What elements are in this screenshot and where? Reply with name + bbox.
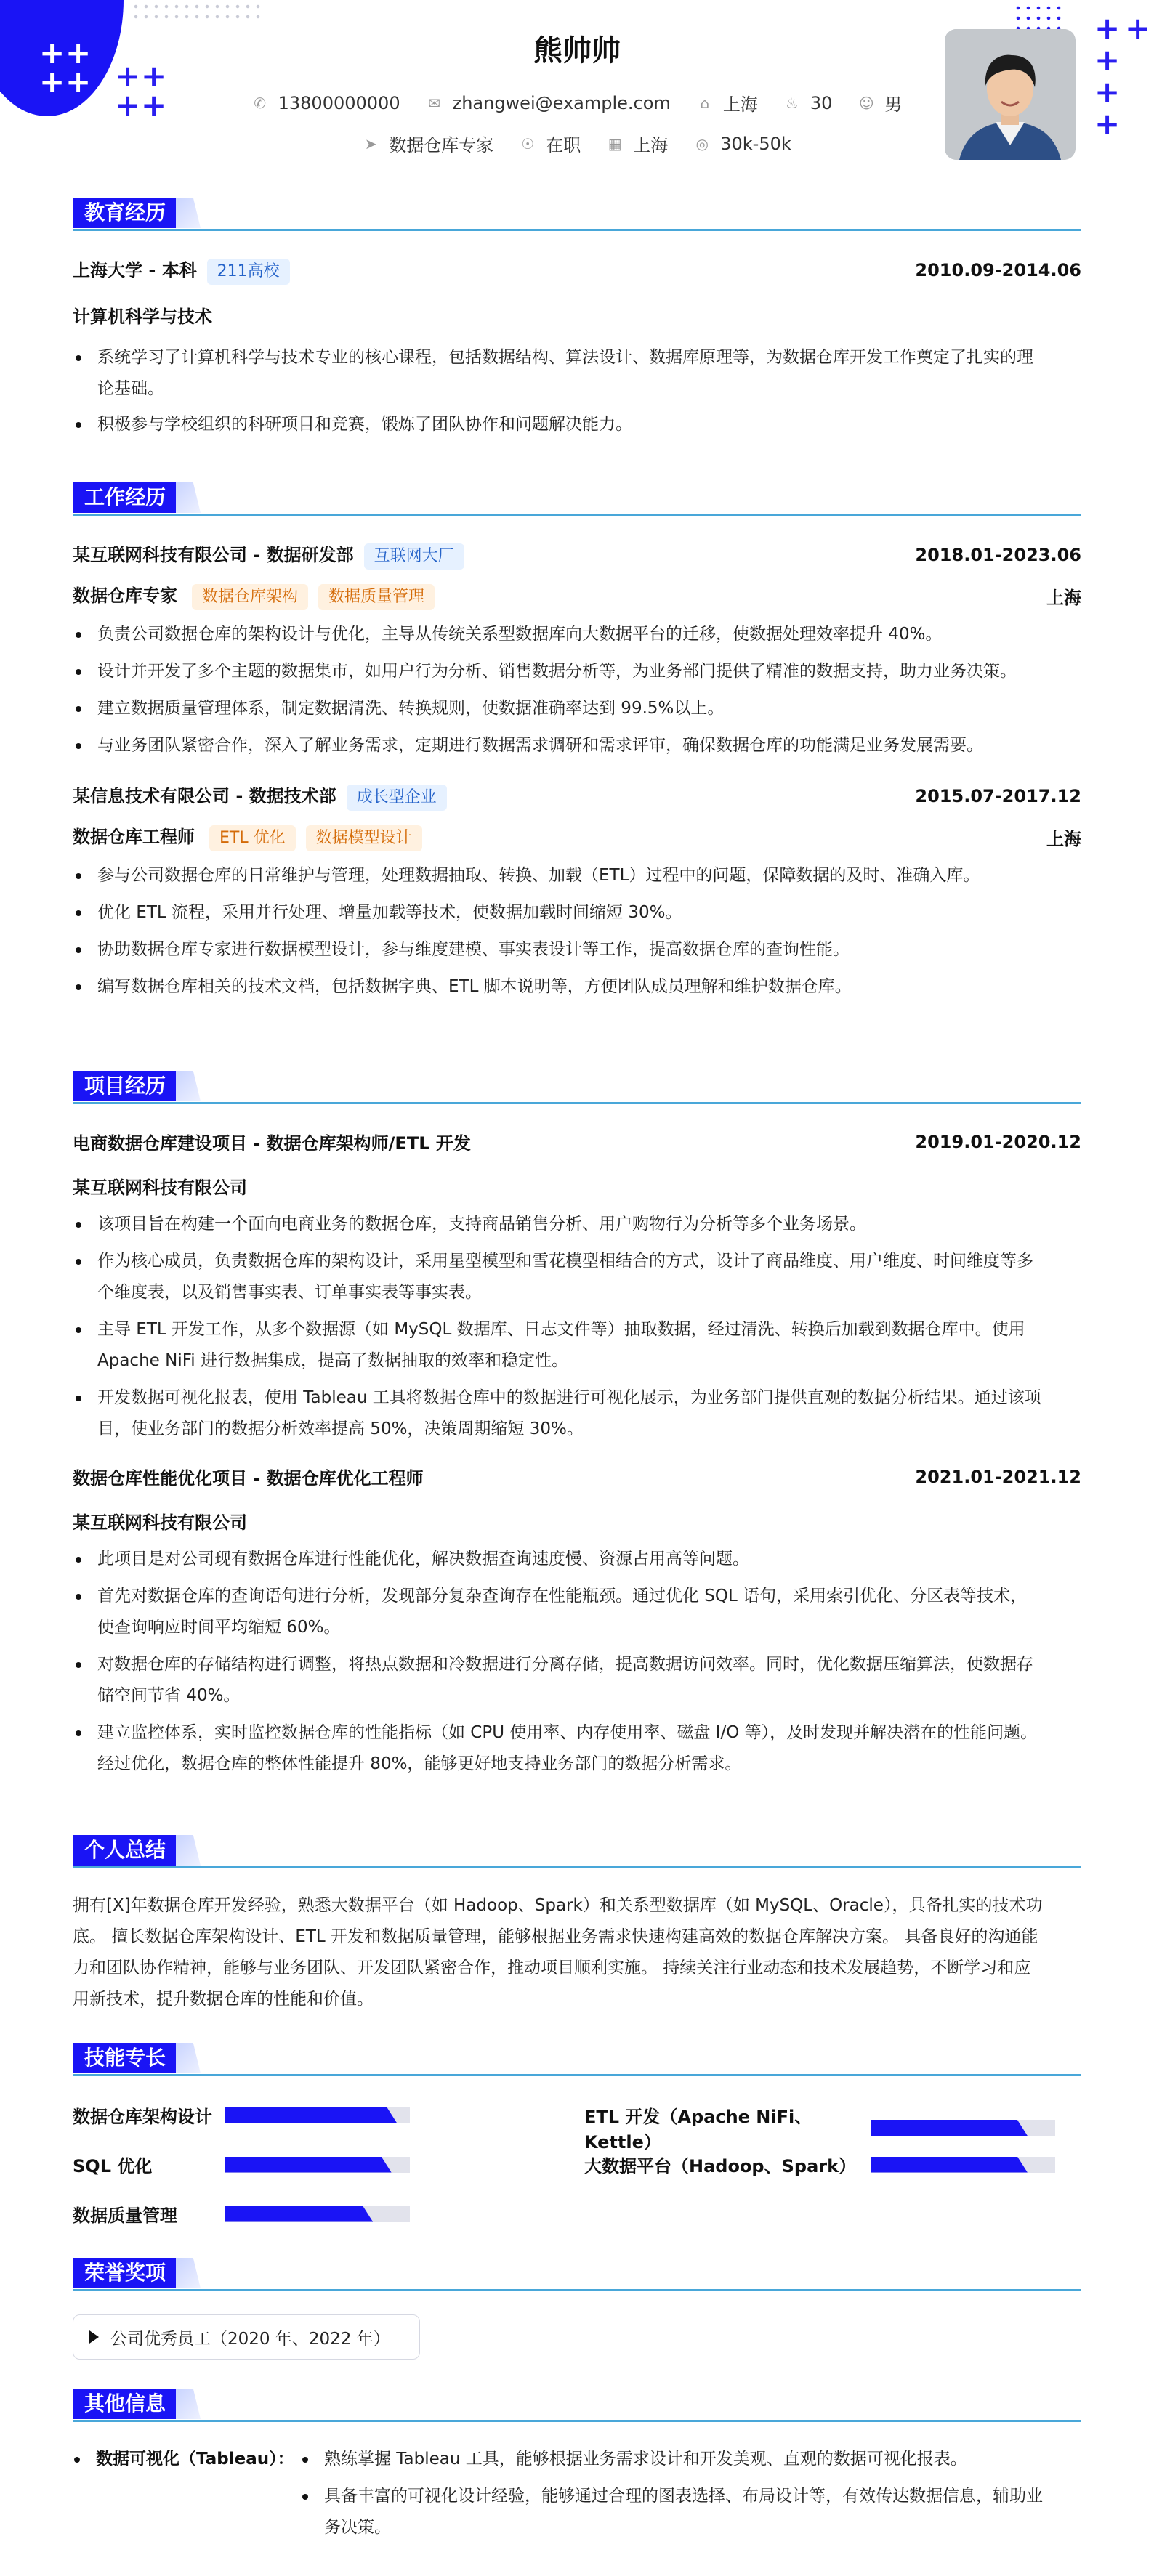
target-job-text: 数据仓库专家 [389, 135, 494, 155]
company-tag: 成长型企业 [347, 785, 447, 811]
decor-plus: + [115, 58, 141, 94]
list-item: 编写数据仓库相关的技术文档，包括数据字典、ETL 脚本说明等，方便团队成员理解和维护数据仓库。 [73, 971, 1081, 1003]
target-city-text: 上海 [633, 135, 669, 155]
list-item: 设计并开发了多个主题的数据集市，如用户行为分析、销售数据分析等，为业务部门提供了精准的数据支持，助力业务决策。 [73, 656, 1081, 687]
project-date: 2021.01-2021.12 [915, 1466, 1081, 1487]
email-text: zhangwei@example.com [452, 92, 671, 113]
city-text: 上海 [722, 94, 758, 115]
work-entry-header [73, 540, 1081, 570]
summary-title: 个人总结 [73, 1835, 183, 1866]
skill-name: ETL 开发（Apache NiFi、Kettle） [584, 2107, 812, 2152]
project-bullets [73, 1209, 1081, 1445]
decor-plus: + [1094, 74, 1121, 110]
other-bullets [299, 2444, 1081, 2543]
decor-plus: + [1094, 42, 1121, 78]
list-item: 熟练掌握 Tableau 工具，能够根据业务需求设计和开发美观、直观的数据可视化报表。 [299, 2444, 1081, 2475]
section-divider [73, 514, 1081, 516]
work-location: 上海 [1046, 587, 1081, 608]
awards-header [73, 2258, 1081, 2291]
skill-item [73, 2201, 410, 2227]
work-role-row [73, 822, 1081, 851]
status-icon: ☉ [521, 134, 535, 153]
section-divider [73, 2289, 1081, 2291]
section-divider [73, 2074, 1081, 2076]
skills-title: 技能专长 [73, 2043, 183, 2073]
award-item[interactable] [73, 2314, 420, 2360]
salary-icon: ◎ [695, 134, 709, 153]
job-title: 数据仓库专家 [73, 586, 177, 606]
education-section [73, 198, 1081, 440]
city-item [697, 90, 758, 116]
section-title-tail [176, 1071, 201, 1101]
major-name: 计算机科学与技术 [73, 307, 212, 327]
list-item: 优化 ETL 流程，采用并行处理、增量加载等技术，使数据加载时间缩短 30%。 [73, 897, 1081, 928]
school-name: 上海大学 - 本科 [73, 260, 197, 280]
section-title-tail [176, 198, 201, 228]
send-icon: ➤ [364, 134, 377, 153]
skill-bar-fill [225, 2157, 392, 2173]
work-date: 2018.01-2023.06 [915, 545, 1081, 565]
decor-dots [131, 1, 262, 22]
project-entry-header [73, 1129, 1081, 1154]
gender-text: 男 [884, 94, 903, 115]
status-text: 在职 [546, 135, 581, 155]
summary-text: 拥有[X]年数据仓库开发经验，熟悉大数据平台（如 Hadoop、Spark）和关系型数据库（如 MySQL、Oracle），具备扎实的技术功 底。 擅长数据仓库架构设计、ETL 开发和数据质量管理，能够根据业务需求快速构建高效的数据仓库解决方案。 具备良好的沟通能 力和团队协作精神，能够与业务团队、开发团队紧密合作，推动项目顺利实施。 持续关注行业动态和技术发展趋势，不断学习和应 用新技术，提升数据仓库的性能和价值。 [73, 1896, 1043, 2009]
target-job-item [363, 131, 493, 156]
list-item: 负责公司数据仓库的架构设计与优化，主导从传统关系型数据库向大数据平台的迁移，使数据处理效率提升 40%。 [73, 619, 1081, 650]
work-location: 上海 [1046, 828, 1081, 849]
skill-bar [871, 2120, 1055, 2136]
decor-plus: + [1125, 10, 1151, 46]
home-icon: ⌂ [700, 94, 710, 112]
work-bullets [73, 619, 1081, 761]
gender-icon: ☺ [858, 94, 874, 112]
work-role-row [73, 581, 1081, 610]
projects-section [73, 1071, 1081, 1780]
other-item [73, 2444, 1081, 2543]
decor-plus: + [39, 64, 65, 100]
list-item: 作为核心成员，负责数据仓库的架构设计，采用星型模型和雪花模型相结合的方式，设计了商品维度、用户维度、时间维度等多 个维度表，以及销售事实表、订单事实表等事实表。 [73, 1246, 1081, 1308]
section-divider [73, 1102, 1081, 1104]
list-item: 积极参与学校组织的科研项目和竞赛，锻炼了团队协作和问题解决能力。 [73, 409, 1081, 440]
work-section [73, 482, 1081, 1003]
decor-plus: + [1094, 10, 1121, 46]
work-bullets [73, 860, 1081, 1003]
mail-icon: ✉ [428, 94, 440, 112]
section-title-tail [176, 482, 201, 513]
other-label: 数据可视化（Tableau）： [73, 2444, 294, 2475]
list-item: 对数据仓库的存储结构进行调整，将热点数据和冷数据进行分离存储，提高数据访问效率。同时，优化数据压缩算法，使数据存 储空间节省 40%。 [73, 1649, 1081, 1712]
skill-name: SQL 优化 [73, 2156, 153, 2176]
list-item: 系统学习了计算机科学与技术专业的核心课程，包括数据结构、算法设计、数据库原理等，为数据仓库开发工作奠定了扎实的理 论基础。 [73, 342, 1081, 405]
phone-icon: ✆ [254, 94, 266, 112]
list-item: 建立数据质量管理体系，制定数据清洗、转换规则，使数据准确率达到 99.5%以上。 [73, 693, 1081, 724]
skill-bar-fill [225, 2206, 373, 2222]
list-item: 此项目是对公司现有数据仓库进行性能优化，解决数据查询速度慢、资源占用高等问题。 [73, 1544, 1081, 1575]
skills-section [73, 2043, 1081, 2275]
awards-section [73, 2258, 1081, 2360]
gender-item [858, 90, 902, 116]
summary-header [73, 1835, 1081, 1868]
skill-item [584, 2102, 1055, 2153]
skill-bar [225, 2206, 410, 2222]
other-header [73, 2389, 1081, 2422]
decor-plus: + [39, 35, 65, 70]
awards-title: 荣誉奖项 [73, 2258, 183, 2288]
skill-tag: 数据质量管理 [318, 584, 435, 610]
email-item [427, 93, 671, 113]
work-title: 工作经历 [73, 482, 183, 513]
age-text: 30 [810, 92, 833, 113]
education-header [73, 198, 1081, 231]
company-name: 某互联网科技有限公司 - 数据研发部 [73, 545, 354, 565]
other-title: 其他信息 [73, 2389, 183, 2419]
skill-tag: 数据模型设计 [306, 825, 422, 851]
decor-plus: + [141, 87, 167, 123]
project-date: 2019.01-2020.12 [915, 1131, 1081, 1152]
list-item: 首先对数据仓库的查询语句进行分析，发现部分复杂查询存在性能瓶颈。通过优化 SQL 语句，采用索引优化、分区表等技术， 使查询响应时间平均缩短 60%。 [73, 1581, 1081, 1643]
project-company: 某互联网科技有限公司 [73, 1512, 247, 1533]
section-divider [73, 2420, 1081, 2422]
projects-title: 项目经历 [73, 1071, 183, 1101]
section-divider [73, 229, 1081, 231]
section-divider [73, 1866, 1081, 1868]
decor-plus: + [1094, 106, 1121, 142]
project-company: 某互联网科技有限公司 [73, 1178, 247, 1198]
list-item: 协助数据仓库专家进行数据模型设计，参与维度建模、事实表设计等工作，提高数据仓库的查询性能。 [73, 934, 1081, 965]
project-name: 数据仓库性能优化项目 - 数据仓库优化工程师 [73, 1468, 424, 1489]
skill-tag: ETL 优化 [209, 825, 296, 851]
projects-header [73, 1071, 1081, 1104]
project-bullets [73, 1544, 1081, 1780]
avatar [945, 29, 1076, 160]
job-title: 数据仓库工程师 [73, 827, 195, 847]
phone-text: 13800000000 [278, 92, 400, 113]
list-item: 参与公司数据仓库的日常维护与管理，处理数据抽取、转换、加载（ETL）过程中的问题，保障数据的及时、准确入库。 [73, 860, 1081, 891]
section-title-tail [176, 2043, 201, 2073]
status-item [520, 131, 581, 156]
building-icon: ▦ [608, 134, 622, 153]
section-title-tail [176, 1835, 201, 1866]
section-title-tail [176, 2258, 201, 2288]
company-tag: 互联网大厂 [364, 543, 464, 570]
decor-plus: + [115, 87, 141, 123]
project-name: 电商数据仓库建设项目 - 数据仓库架构师/ETL 开发 [73, 1133, 471, 1154]
section-title-tail [176, 2389, 201, 2419]
other-section [73, 2389, 1081, 2543]
skill-bar [871, 2157, 1055, 2173]
list-item: 该项目旨在构建一个面向电商业务的数据仓库，支持商品销售分析、用户购物行为分析等多个业务场景。 [73, 1209, 1081, 1240]
age-item [784, 93, 833, 113]
project-entry-header [73, 1464, 1081, 1489]
skill-bar-fill [871, 2157, 1028, 2173]
decor-plus: + [65, 35, 92, 70]
school-tag: 211高校 [207, 259, 290, 285]
skill-bar-fill [225, 2107, 397, 2123]
bullet-dot [74, 2457, 80, 2463]
skill-name: 数据质量管理 [73, 2206, 177, 2226]
caret-right-icon [89, 2330, 99, 2344]
decor-plus: + [65, 64, 92, 100]
award-text: 公司优秀员工（2020 年、2022 年） [110, 2329, 390, 2349]
skill-item [584, 2152, 1055, 2177]
decor-plus: + [141, 58, 167, 94]
resume-name: 熊帅帅 [533, 34, 621, 68]
skills-header [73, 2043, 1081, 2076]
skill-name: 数据仓库架构设计 [73, 2107, 212, 2127]
work-entry-header [73, 782, 1081, 811]
list-item: 具备丰富的可视化设计经验，能够通过合理的图表选择、布局设计等，有效传达数据信息，辅助业 务决策。 [299, 2481, 1081, 2543]
work-header [73, 482, 1081, 516]
education-entry [73, 256, 1081, 285]
skill-name: 大数据平台（Hadoop、Spark） [584, 2156, 857, 2176]
company-name: 某信息技术有限公司 - 数据技术部 [73, 786, 336, 806]
skill-bar [225, 2157, 410, 2173]
list-item: 建立监控体系，实时监控数据仓库的性能指标（如 CPU 使用率、内存使用率、磁盘 I/O 等），及时发现并解决潜在的性能问题。 经过优化，数据仓库的整体性能提升 80%，能够更好地支持业务部门的数据分析需求。 [73, 1717, 1081, 1780]
summary-section [73, 1835, 1081, 2015]
cake-icon: ♨ [785, 94, 799, 112]
salary-text: 30k-50k [720, 133, 791, 154]
target-city-item [607, 131, 668, 156]
skill-item [73, 2152, 410, 2177]
education-bullets [73, 342, 1081, 440]
skill-bar-fill [871, 2120, 1028, 2136]
skill-tag: 数据仓库架构 [192, 584, 308, 610]
list-item: 主导 ETL 开发工作，从多个数据源（如 MySQL 数据库、日志文件等）抽取数据，经过清洗、转换后加载到数据仓库中。使用 Apache NiFi 进行数据集成，提高了数据抽取的效率和稳定性。 [73, 1314, 1081, 1377]
work-date: 2015.07-2017.12 [915, 786, 1081, 806]
phone-item [252, 93, 400, 113]
list-item: 与业务团队紧密合作，深入了解业务需求，定期进行数据需求调研和需求评审，确保数据仓库的功能满足业务发展需要。 [73, 730, 1081, 761]
skill-item [73, 2102, 410, 2128]
list-item: 开发数据可视化报表，使用 Tableau 工具将数据仓库中的数据进行可视化展示，为业务部门提供直观的数据分析结果。通过该项 目，使业务部门的数据分析效率提高 50%，决策周期缩短 30%。 [73, 1382, 1081, 1445]
salary-item [694, 134, 791, 154]
skill-bar [225, 2107, 410, 2123]
education-title: 教育经历 [73, 198, 183, 228]
education-date: 2010.09-2014.06 [915, 260, 1081, 280]
